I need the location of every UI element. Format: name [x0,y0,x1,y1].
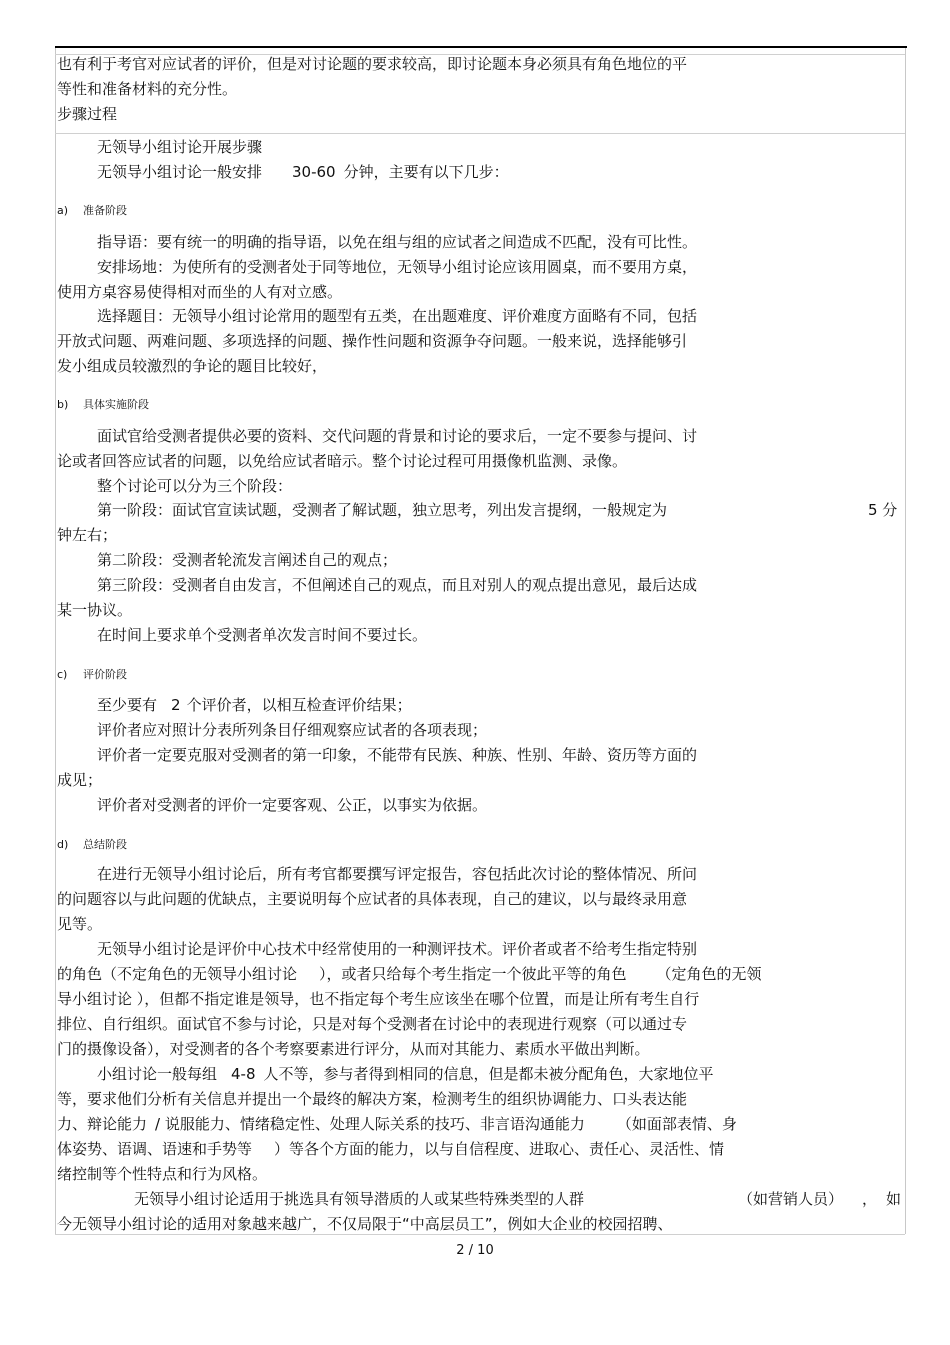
paragraph-line: 某一协议。 [57,601,133,619]
paragraph-line: 排位、自行组织。面试官不参与讨论，只是对每个受测者在讨论中的表现进行观察（可以通过专 [57,1015,688,1033]
paragraph-line: 第一阶段：面试官宣读试题，受测者了解试题，独立思考，列出发言提纲，一般规定为 [97,501,668,519]
paragraph-line-part: （如营销人员） [738,1190,844,1208]
paragraph-line-part: ， [862,1190,878,1208]
paragraph-line: 安排场地：为使所有的受测者处于同等地位，无领导小组讨论应该用圆桌，而不要用方桌， [97,258,698,276]
paragraph-line-part: 如 [886,1190,902,1208]
paragraph-line: 第三阶段：受测者自由发言，不但阐述自己的观点，而且对别人的观点提出意见，最后达成 [97,576,698,594]
left-border [55,48,56,1234]
steps-desc: 无领导小组讨论一般安排 30-60 分钟，主要有以下几步： [97,163,509,181]
paragraph-line: 体姿势、语调、语速和手势等 ）等各个方面的能力，以与自信程度、进取心、责任心、灵活性、情 [57,1140,725,1158]
page-number: 2 / 10 [456,1243,494,1258]
paragraph-line: 面试官给受测者提供必要的资料、交代问题的背景和讨论的要求后，一定不要参与提问、讨 [97,427,698,445]
paragraph-line: 在进行无领导小组讨论后，所有考官都要撰写评定报告，容包括此次讨论的整体情况、所问 [97,865,698,883]
paragraph-line-tail: 5 分 [868,501,898,519]
paragraph-line: 绪控制等个性特点和行为风格。 [57,1165,268,1183]
paragraph-line: 见等。 [57,915,103,933]
paragraph-line: 成见； [57,771,103,789]
paragraph-line: 整个讨论可以分为三个阶段： [97,477,293,495]
paragraph-line: 指导语：要有统一的明确的指导语，以免在组与组的应试者之间造成不匹配，没有可比性。 [97,233,698,251]
paragraph-line: 开放式问题、两难问题、多项选择的问题、操作性问题和资源争夺问题。一般来说，选择能够引 [57,332,688,350]
paragraph-line: 无领导小组讨论适用于挑选具有领导潜质的人或某些特殊类型的人群 [134,1190,585,1208]
steps-heading: 步骤过程 [57,105,118,123]
paragraph-line: 今无领导小组讨论的适用对象越来越广，不仅局限于“中高层员工”，例如大企业的校园招聘、 [57,1215,673,1233]
paragraph-line: 论或者回答应试者的问题，以免给应试者暗示。整个讨论过程可用摄像机监测、录像。 [57,452,628,470]
paragraph-line: 无领导小组讨论是评价中心技术中经常使用的一种测评技术。评价者或者不给考生指定特别 [97,940,698,958]
header-rule [55,46,907,48]
paragraph-line: 的问题容以与此问题的优缺点，主要说明每个应试者的具体表现，自己的建议，以与最终录用意 [57,890,688,908]
paragraph-line: 第二阶段：受测者轮流发言阐述自己的观点； [97,551,398,569]
section-c-heading: c) 评价阶段 [57,668,127,681]
section-a-heading: a) 准备阶段 [57,204,127,217]
paragraph-line: 等，要求他们分析有关信息并提出一个最终的解决方案，检测考生的组织协调能力、口头表达能 [57,1090,688,1108]
paragraph-line: 力、辩论能力 / 说服能力、情绪稳定性、处理人际关系的技巧、非言语沟通能力 （如面部表情、身 [57,1115,737,1133]
intro-line: 也有利于考官对应试者的评价，但是对讨论题的要求较高，即讨论题本身必须具有角色地位的平 [57,55,688,73]
paragraph-line: 导小组讨论 ），但都不指定谁是领导，也不指定每个考生应该坐在哪个位置，而是让所有考生自行 [57,990,700,1008]
section-d-heading: d) 总结阶段 [57,838,127,851]
paragraph-line: 小组讨论一般每组 4-8 人不等，参与者得到相同的信息，但是都未被分配角色，大家地位平 [97,1065,714,1083]
intro-line: 等性和准备材料的充分性。 [57,80,238,98]
paragraph-line: 使用方桌容易使得相对而坐的人有对立感。 [57,283,343,301]
paragraph-line: 评价者一定要克服对受测者的第一印象，不能带有民族、种族、性别、年龄、资历等方面的 [97,746,698,764]
table-divider [55,133,905,134]
paragraph-line: 至少要有 2 个评价者，以相互检查评价结果； [97,696,412,714]
paragraph-line: 选择题目：无领导小组讨论常用的题型有五类，在出题难度、评价难度方面略有不同，包括 [97,307,698,325]
paragraph-line: 评价者对受测者的评价一定要客观、公正，以事实为依据。 [97,796,488,814]
paragraph-line: 发小组成员较激烈的争论的题目比较好， [57,357,328,375]
right-border [905,48,906,1234]
steps-title: 无领导小组讨论开展步骤 [97,138,263,156]
paragraph-line: 在时间上要求单个受测者单次发言时间不要过长。 [97,626,428,644]
paragraph-line: 的角色（不定角色的无领导小组讨论 ），或者只给每个考生指定一个彼此平等的角色 （定角色的无领 [57,965,762,983]
paragraph-line: 钟左右； [57,526,118,544]
section-b-heading: b) 具体实施阶段 [57,398,149,411]
table-bottom-rule [55,1234,905,1235]
paragraph-line: 门的摄像设备），对受测者的各个考察要素进行评分，从而对其能力、素质水平做出判断。 [57,1040,650,1058]
paragraph-line: 评价者应对照计分表所列条目仔细观察应试者的各项表现； [97,721,488,739]
